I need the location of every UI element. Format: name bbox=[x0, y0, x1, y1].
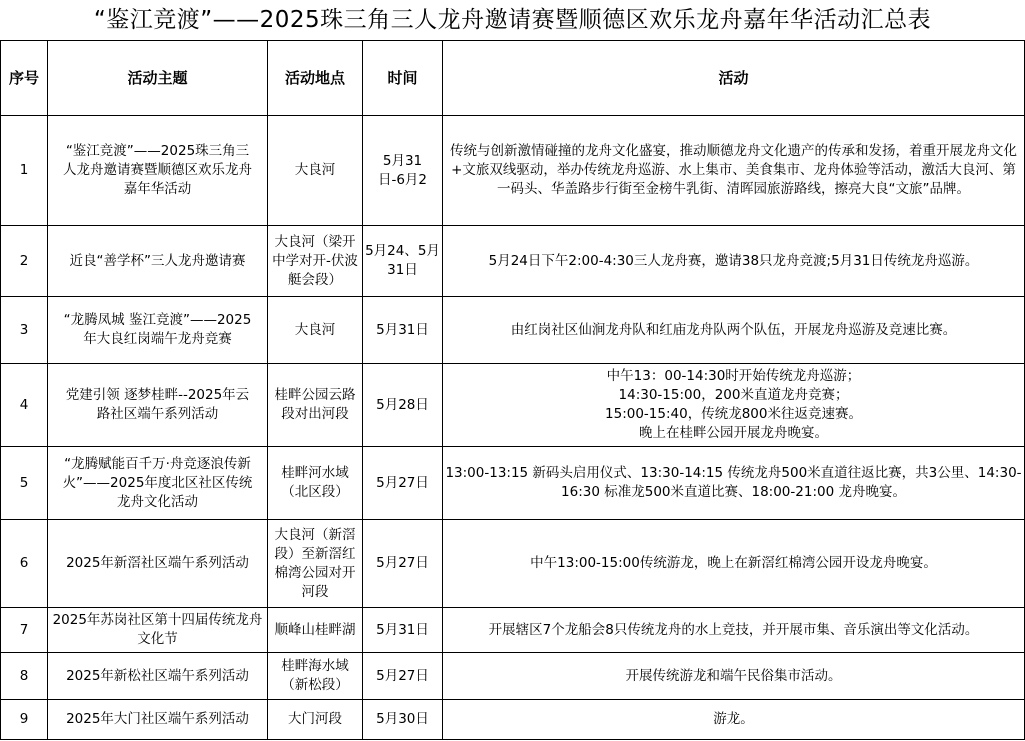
table-row bbox=[1, 608, 1025, 653]
cell-index: 3 bbox=[1, 297, 48, 364]
cell-index: 5 bbox=[1, 447, 48, 520]
activity-line: 晚上在桂畔公园开展龙舟晚宴。 bbox=[639, 425, 828, 441]
cell-time: 5月31日 bbox=[363, 297, 443, 364]
cell-theme: 党建引领 逐梦桂畔--2025年云路社区端午系列活动 bbox=[48, 364, 268, 447]
table-row bbox=[1, 520, 1025, 608]
cell-theme: 2025年苏岗社区第十四届传统龙舟文化节 bbox=[48, 608, 268, 653]
cell-activity: 开展辖区7个龙船会8只传统龙舟的水上竞技，并开展市集、音乐演出等文化活动。 bbox=[443, 608, 1025, 653]
table-row bbox=[1, 653, 1025, 700]
cell-index: 9 bbox=[1, 700, 48, 740]
cell-index: 2 bbox=[1, 226, 48, 297]
cell-location: 顺峰山桂畔湖 bbox=[268, 608, 363, 653]
table-row bbox=[1, 226, 1025, 297]
cell-activity bbox=[443, 364, 1025, 447]
cell-time: 5月27日 bbox=[363, 520, 443, 608]
header-row bbox=[1, 41, 1025, 116]
cell-location: 大门河段 bbox=[268, 700, 363, 740]
activity-line: 中午13：00-14:30时开始传统龙舟巡游； bbox=[606, 368, 861, 384]
cell-theme: 2025年新滘社区端午系列活动 bbox=[48, 520, 268, 608]
cell-activity: 13:00-13:15 新码头启用仪式、13:30-14:15 传统龙舟500米直道往返比赛，共3公里、14:30-16:30 标准龙500米直道比赛、18:00-21:00 龙舟晚宴。 bbox=[443, 447, 1025, 520]
cell-index: 8 bbox=[1, 653, 48, 700]
cell-theme: “龙腾凤城 鉴江竞渡”——2025年大良红岗端午龙舟竞赛 bbox=[48, 297, 268, 364]
cell-index: 4 bbox=[1, 364, 48, 447]
cell-theme: 2025年新松社区端午系列活动 bbox=[48, 653, 268, 700]
cell-time: 5月28日 bbox=[363, 364, 443, 447]
table-row bbox=[1, 116, 1025, 226]
cell-activity: 游龙。 bbox=[443, 700, 1025, 740]
cell-theme: 近良“善学杯”三人龙舟邀请赛 bbox=[48, 226, 268, 297]
cell-index: 1 bbox=[1, 116, 48, 226]
cell-time: 5月31日-6月2 bbox=[363, 116, 443, 226]
cell-activity: 传统与创新激情碰撞的龙舟文化盛宴，推动顺德龙舟文化遗产的传承和发扬，着重开展龙舟文化+文旅双线驱动，举办传统龙舟巡游、水上集市、美食集市、龙舟体验等活动，激活大良河、第一码头、华盖路步行街至金榜牛乳街、清晖园旅游路线，擦亮大良“文旅”品牌。 bbox=[443, 116, 1025, 226]
cell-time: 5月30日 bbox=[363, 700, 443, 740]
cell-theme: “鉴江竞渡”——2025珠三角三人龙舟邀请赛暨顺德区欢乐龙舟嘉年华活动 bbox=[48, 116, 268, 226]
cell-location: 大良河 bbox=[268, 116, 363, 226]
activity-table bbox=[0, 40, 1025, 740]
page-title: “鉴江竞渡”——2025珠三角三人龙舟邀请赛暨顺德区欢乐龙舟嘉年华活动汇总表 bbox=[93, 7, 932, 33]
activity-line: 15:00-15:40，传统龙800米往返竞速赛。 bbox=[605, 406, 862, 422]
header-location: 活动地点 bbox=[268, 41, 363, 116]
header-theme: 活动主题 bbox=[48, 41, 268, 116]
header-time: 时间 bbox=[363, 41, 443, 116]
cell-location: 桂畔海水域（新松段） bbox=[268, 653, 363, 700]
cell-time: 5月27日 bbox=[363, 653, 443, 700]
cell-location: 大良河（新滘段）至新滘红棉湾公园对开河段 bbox=[268, 520, 363, 608]
cell-activity: 中午13:00-15:00传统游龙，晚上在新滘红棉湾公园开设龙舟晚宴。 bbox=[443, 520, 1025, 608]
table-row bbox=[1, 700, 1025, 740]
header-index: 序号 bbox=[1, 41, 48, 116]
table-row bbox=[1, 447, 1025, 520]
cell-location: 大良河（梁开中学对开-伏波艇会段） bbox=[268, 226, 363, 297]
header-activity: 活动 bbox=[443, 41, 1025, 116]
cell-time: 5月31日 bbox=[363, 608, 443, 653]
cell-index: 6 bbox=[1, 520, 48, 608]
cell-theme: 2025年大门社区端午系列活动 bbox=[48, 700, 268, 740]
cell-activity: 5月24日下午2:00-4:30三人龙舟赛，邀请38只龙舟竞渡;5月31日传统龙舟巡游。 bbox=[443, 226, 1025, 297]
activity-line: 14:30-15:00，200米直道龙舟竞赛； bbox=[618, 387, 849, 403]
cell-location: 大良河 bbox=[268, 297, 363, 364]
cell-theme: “龙腾赋能百千万·舟竞逐浪传新火”——2025年度北区社区传统龙舟文化活动 bbox=[48, 447, 268, 520]
cell-activity: 开展传统游龙和端午民俗集市活动。 bbox=[443, 653, 1025, 700]
cell-time: 5月27日 bbox=[363, 447, 443, 520]
table-row bbox=[1, 297, 1025, 364]
cell-time: 5月24、5月31日 bbox=[363, 226, 443, 297]
cell-location: 桂畔河水域（北区段） bbox=[268, 447, 363, 520]
cell-activity: 由红岗社区仙涧龙舟队和红庙龙舟队两个队伍，开展龙舟巡游及竞速比赛。 bbox=[443, 297, 1025, 364]
cell-location: 桂畔公园云路段对出河段 bbox=[268, 364, 363, 447]
table-row bbox=[1, 364, 1025, 447]
cell-index: 7 bbox=[1, 608, 48, 653]
